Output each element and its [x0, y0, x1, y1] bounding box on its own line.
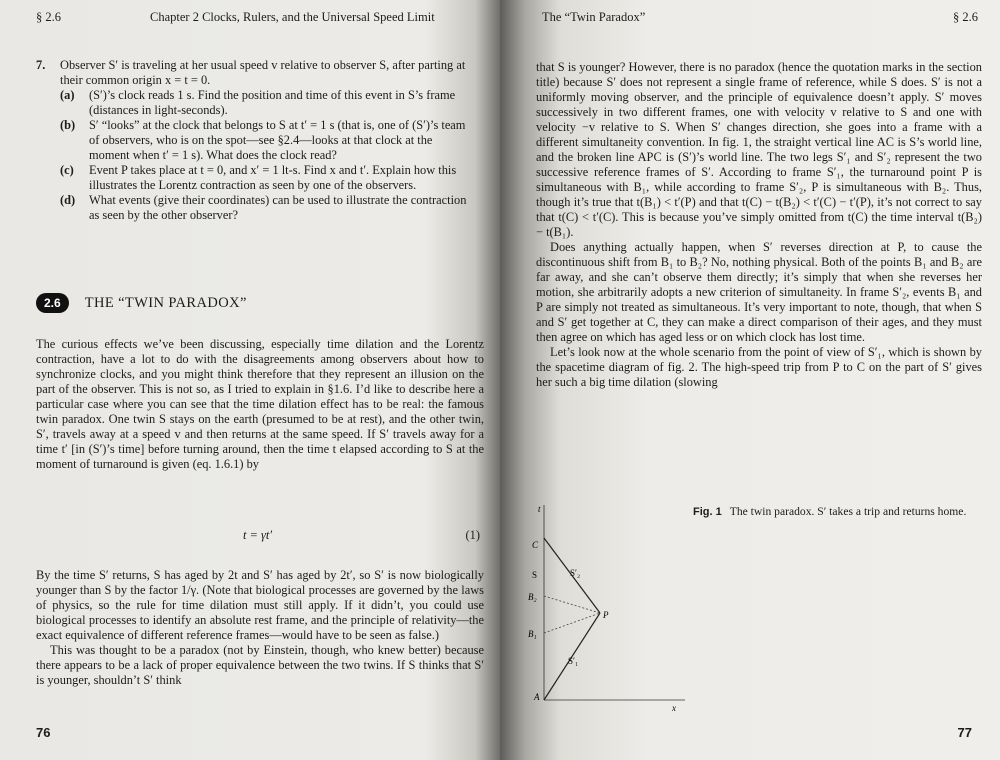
right-paragraphs — [536, 60, 982, 390]
left-paragraph-1: The curious effects we’ve been discussing, especially time dilation and the Lorentz contraction, have a lot to do with the disagreements among observers about how to synchronize clocks, and you might think therefore that they represent an illusion on the part of the observer. This is not so, as I tried to explain in §1.6. I’d like to describe here a particular case where you can see that the time dilation effect has to be real: the famous twin paradox. One twin S stays on the earth (presumed to be at rest), and the other twin, S′, travels away at a speed v and then returns at the same speed. If S′ travels away for a time t′ [in (S′)’s time] before turning around, then the time t elapsed according to S at the moment of turnaround is given (eq. 1.6.1) by — [36, 337, 484, 471]
problem-part-d — [60, 193, 468, 223]
part-text: (S′)’s clock reads 1 s. Find the position and time of this event in S’s frame (distances in light-seconds). — [89, 88, 456, 117]
problem-part-c — [60, 163, 468, 193]
point-label-b2: B₂ — [528, 592, 537, 602]
simultaneity-line-b1 — [544, 613, 600, 633]
part-text: Event P takes place at t = 0, and x′ = 1 lt-s. Find x and t′. Explain how this illustrates the Lorentz contraction as seen by one of the observers. — [89, 163, 457, 192]
point-label-a: A — [534, 692, 540, 702]
left-chapter-header: Chapter 2 Clocks, Rulers, and the Universal Speed Limit — [150, 10, 435, 24]
problem-part-b — [60, 118, 468, 163]
left-section-marker: § 2.6 — [36, 10, 61, 24]
right-paragraph-2: Does anything actually happen, when S′ reverses direction at P, to cause the discontinuous shift from B₁ to B₂? No, nothing physical. Both of the points B₁ and B₂ are far away, and she can’t observe them directly; it’s simply that when she reverses her motion, she arbitrarily adopts a new criterion of simultaneity. In frame S′₂, events B₁ and P are simply not treated as simultaneous. It’s very important to note, though, that when S and S′ get together at C, they can make a direct comparison of their ages, and they must then agree on which has aged less or on which clock has lost time. — [536, 240, 982, 344]
right-section-marker: § 2.6 — [953, 10, 978, 24]
equation-number: (1) — [465, 528, 480, 542]
page-number-right: 77 — [957, 725, 972, 740]
part-text: S′ “looks” at the clock that belongs to S at t′ = 1 s (that is, one of (S′)’s team of observers, who is on the spot—see §2.4—looks at that clock at the moment when t′ = 1 s). What does the clock read? — [89, 118, 466, 162]
part-label: (a) — [60, 88, 75, 102]
right-paragraph-1: that S is younger? However, there is no paradox (hence the quotation marks in the section title) because S′ does not represent a single frame of reference, while S does. S′ is not a uniformly moving observer, and the principle of equivalence doesn’t apply. S′ moves successively in two different frames, one with velocity v relative to S and one with velocity −v relative to S. When S′ changes direction, she goes into a frame with a different simultaneity convention. In fig. 1, the straight vertical line AC is S’s world line, and the broken line APC is (S′)’s world line. The two legs S′₁ and S′₂ represent the two successive reference frames of S′. According to frame S′₁, the turnaround point P is simultaneous with B₁, while according to frame S′₂, P is simultaneous with B₂. Thus, though it’s true that t(B₁) < t′(P) and that t(C) − t(B₂) < t′(C) − t′(P), it’s not correct to say that t(C) < t′(C). This is because you’ve simply omitted from t(C) the time interval t(B₂) − t(B₁). — [536, 60, 982, 239]
equation-text: t = γt′ — [243, 528, 273, 542]
twin-paradox-diagram — [520, 500, 690, 715]
problem-part-a — [60, 88, 468, 118]
point-label-c: C — [532, 540, 539, 550]
part-label: (d) — [60, 193, 76, 207]
point-label-b1: B₁ — [528, 629, 537, 639]
page-number-left: 76 — [36, 725, 51, 740]
problem-number: 7. — [36, 58, 46, 72]
point-label-s1: S′₁ — [568, 656, 579, 666]
simultaneity-line-b2 — [544, 596, 600, 613]
section-number-badge: 2.6 — [36, 293, 69, 313]
figure-caption — [693, 505, 975, 519]
problem-7 — [36, 58, 468, 223]
left-paragraph-3: This was thought to be a paradox (not by Einstein, though, who knew better) because there appears to be a lack of proper equivalence between the two twins. If S thinks that S′ is younger, shouldn’t S′ think — [36, 643, 484, 687]
point-label-p: P — [603, 610, 609, 620]
part-label: (c) — [60, 163, 74, 177]
figure-caption-text: The twin paradox. S′ takes a trip and returns home. — [729, 505, 967, 518]
section-title: THE “TWIN PARADOX” — [84, 294, 247, 311]
left-paragraph-2: By the time S′ returns, S has aged by 2t and S′ has aged by 2t′, so S′ is now biologically younger than S by the factor 1/γ. (Note that biological processes are governed by the laws of physics, so the rule for time dilation must still apply. If it didn’t, you could use biological processes to identify an absolute rest frame, and the principle of relativity—the exact equivalence of different reference frames—would have to be seen as false.) This was thought to be a paradox (not by Einstein, though, who knew better) because there appears to be a lack of proper equivalence between the two twins. If S thinks that S′ is younger, shouldn’t S′ think — [36, 568, 484, 687]
part-text: What events (give their coordinates) can be used to illustrate the contraction as seen by the other observer? — [89, 193, 467, 222]
problem-text: Observer S′ is traveling at her usual speed v relative to observer S, after parting at their common origin x = t = 0. — [60, 58, 466, 87]
figure-label: Fig. 1 — [693, 506, 722, 518]
axis-label-t: t — [538, 504, 541, 514]
point-label-s: S — [532, 570, 538, 580]
part-label: (b) — [60, 118, 76, 132]
section-heading — [36, 293, 247, 313]
right-section-header: The “Twin Paradox” — [542, 10, 646, 24]
point-label-s2: S′₂ — [570, 568, 581, 578]
right-paragraph-3: Let’s look now at the whole scenario from the point of view of S′₁, which is shown by the spacetime diagram of fig. 2. The high-speed trip from P to C on the part of S′ gives her such a big time dilation (slowing — [536, 345, 982, 389]
axis-label-x: x — [672, 703, 676, 713]
